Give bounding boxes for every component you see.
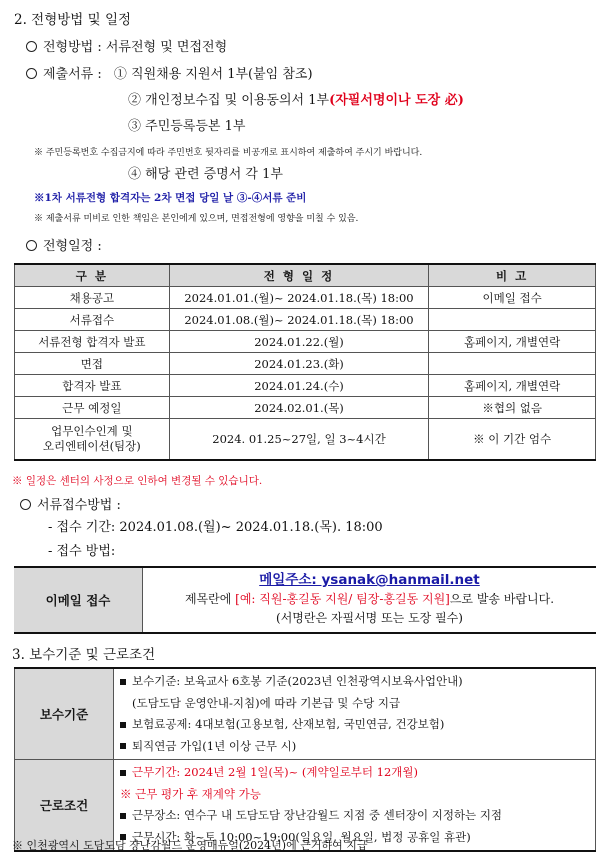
method-text: 전형방법 : 서류전형 및 면접전형 <box>43 40 228 55</box>
work-hours-text: 근무시간: 화~토 10:00~19:00(일요일, 월요일, 법정 공휴일 휴관) <box>132 829 471 844</box>
list-item <box>120 805 589 827</box>
list-item <box>120 714 589 736</box>
cell-category: 서류접수 <box>15 309 170 331</box>
section2-title: 2. 전형방법 및 일정 <box>14 12 132 28</box>
table-row <box>15 331 596 353</box>
cell-remarks: 홈페이지, 개별연락 <box>429 331 596 353</box>
list-item <box>120 736 589 758</box>
square-bullet-icon <box>120 679 126 685</box>
cell-category-line1: 업무인수인계 및 <box>51 424 133 438</box>
schedule-label: 전형일정 : <box>43 239 102 254</box>
cell-remarks: ※협의 없음 <box>429 397 596 419</box>
schedule-line <box>26 235 102 254</box>
cell-schedule: 2024.01.01.(월)~ 2024.01.18.(목) 18:00 <box>169 287 429 309</box>
table-row <box>15 397 596 419</box>
list-item: (도담도담 운영안내-지침)에 따라 기본급 및 수당 지급 <box>132 695 401 710</box>
email-subject-example: [예: 직원-홍길동 지원/ 팀장-홍길동 지원] <box>235 592 450 606</box>
cell-schedule: 2024.01.23.(화) <box>169 353 429 375</box>
circle-bullet-icon <box>26 68 37 79</box>
doc-item-2 <box>128 89 464 108</box>
work-place-text: 근무장소: 연수구 내 도담도담 장난감월드 지점 중 센터장이 지정하는 지점 <box>132 808 503 822</box>
cell-remarks: ※ 이 기간 엄수 <box>429 419 596 461</box>
schedule-header-row <box>15 264 596 287</box>
email-subject-pre: 제목란에 <box>184 592 236 606</box>
cell-category: 합격자 발표 <box>15 375 170 397</box>
doc-item-2-required: (자필서명이나 도장 必) <box>329 93 464 108</box>
table-row <box>15 353 596 375</box>
email-submission-content <box>143 568 596 632</box>
header-remarks: 비 고 <box>429 264 596 287</box>
cell-schedule: 2024.02.01.(목) <box>169 397 429 419</box>
table-row <box>15 419 596 461</box>
list-item: ※ 근무 평가 후 재계약 가능 <box>120 786 261 801</box>
cell-remarks <box>429 353 596 375</box>
cell-remarks: 홈페이지, 개별연락 <box>429 375 596 397</box>
pay-item-text: 퇴직연금 가입(1년 이상 근무 시) <box>132 738 297 753</box>
method-line <box>26 36 227 55</box>
email-address-link[interactable]: 메일주소: ysanak@hanmail.net <box>259 572 480 588</box>
docs-responsibility-note: ※ 제출서류 미비로 인한 책임은 본인에게 있으며, 면접전형에 영향을 미칠 수 있음. <box>34 214 359 224</box>
section3-title: 3. 보수기준 및 근로조건 <box>12 647 156 663</box>
cell-category <box>15 419 170 461</box>
square-bullet-icon <box>120 770 126 776</box>
email-submission-label: 이메일 접수 <box>14 568 143 632</box>
circle-bullet-icon <box>26 240 37 251</box>
cell-schedule: 2024.01.22.(월) <box>169 331 429 353</box>
schedule-table <box>14 263 596 461</box>
doc-item-1: ① 직원채용 지원서 1부(붙임 참조) <box>113 67 313 82</box>
email-subject-instruction <box>143 590 596 609</box>
list-item <box>120 671 589 693</box>
receipt-method: - 접수 방법: <box>48 544 116 559</box>
receipt-title-line <box>20 494 121 513</box>
email-subject-post: 으로 발송 바랍니다. <box>449 592 555 606</box>
footer-note: ※ 인천광역시 도담도담 장난감월드 운영매뉴얼(2024년)에 근거하여 지급 <box>12 839 368 852</box>
cell-category: 면접 <box>15 353 170 375</box>
cell-remarks <box>429 309 596 331</box>
cell-category-line2: 오리엔테이션(팀장) <box>42 439 141 453</box>
cell-category: 채용공고 <box>15 287 170 309</box>
docs-line-1 <box>26 63 313 82</box>
cell-category: 서류전형 합격자 발표 <box>15 331 170 353</box>
email-signature-note: (서명란은 자필서명 또는 도장 필수) <box>276 611 463 625</box>
table-row <box>15 309 596 331</box>
resident-number-note: ※ 주민등록번호 수집금지에 따라 주민번호 뒷자리를 비공개로 표시하여 제출하여 주시기 바랍니다. <box>34 148 423 158</box>
cell-category: 근무 예정일 <box>15 397 170 419</box>
pay-details <box>114 668 596 760</box>
circle-bullet-icon <box>26 41 37 52</box>
receipt-period: - 접수 기간: 2024.01.08.(월)~ 2024.01.18.(목). 18:00 <box>48 520 383 535</box>
cell-schedule: 2024.01.24.(수) <box>169 375 429 397</box>
square-bullet-icon <box>120 813 126 819</box>
pay-conditions-table <box>14 667 596 852</box>
doc-item-3: ③ 주민등록등본 1부 <box>128 119 246 134</box>
square-bullet-icon <box>120 722 126 728</box>
schedule-change-notice: ※ 일정은 센터의 사정으로 인하여 변경될 수 있습니다. <box>12 475 263 487</box>
pay-item-text: 보수기준: 보육교사 6호봉 기준(2023년 인천광역시보육사업안내) <box>132 674 463 688</box>
header-category: 구 분 <box>15 264 170 287</box>
cell-schedule: 2024. 01.25~27일, 일 3~4시간 <box>169 419 429 461</box>
work-period-text: 근무기간: 2024년 2월 1일(목)~ (계약일로부터 12개월) <box>132 765 419 779</box>
interview-docs-note-text: ※1차 서류전형 합격자는 2차 면접 당일 날 ③-④서류 준비 <box>34 192 307 204</box>
square-bullet-icon <box>120 743 126 749</box>
pay-item-text: 보험료공제: 4대보험(고용보험, 산재보험, 국민연금, 건강보험) <box>132 717 445 731</box>
docs-label: 제출서류 : <box>43 67 102 82</box>
interview-docs-note <box>34 190 306 205</box>
table-row <box>15 375 596 397</box>
doc-item-4: ④ 해당 관련 증명서 각 1부 <box>128 167 283 182</box>
pay-row <box>15 668 596 760</box>
pay-label: 보수기준 <box>15 668 114 760</box>
circle-bullet-icon <box>20 499 31 510</box>
receipt-title: 서류접수방법 : <box>37 498 121 513</box>
work-label: 근로조건 <box>15 760 114 852</box>
cell-remarks: 이메일 접수 <box>429 287 596 309</box>
table-row <box>15 287 596 309</box>
email-submission-box <box>14 566 596 634</box>
doc-item-2-text: ② 개인정보수집 및 이용동의서 1부 <box>128 93 330 108</box>
cell-schedule: 2024.01.08.(월)~ 2024.01.18.(목) 18:00 <box>169 309 429 331</box>
header-schedule: 전 형 일 정 <box>169 264 429 287</box>
list-item <box>120 762 589 784</box>
